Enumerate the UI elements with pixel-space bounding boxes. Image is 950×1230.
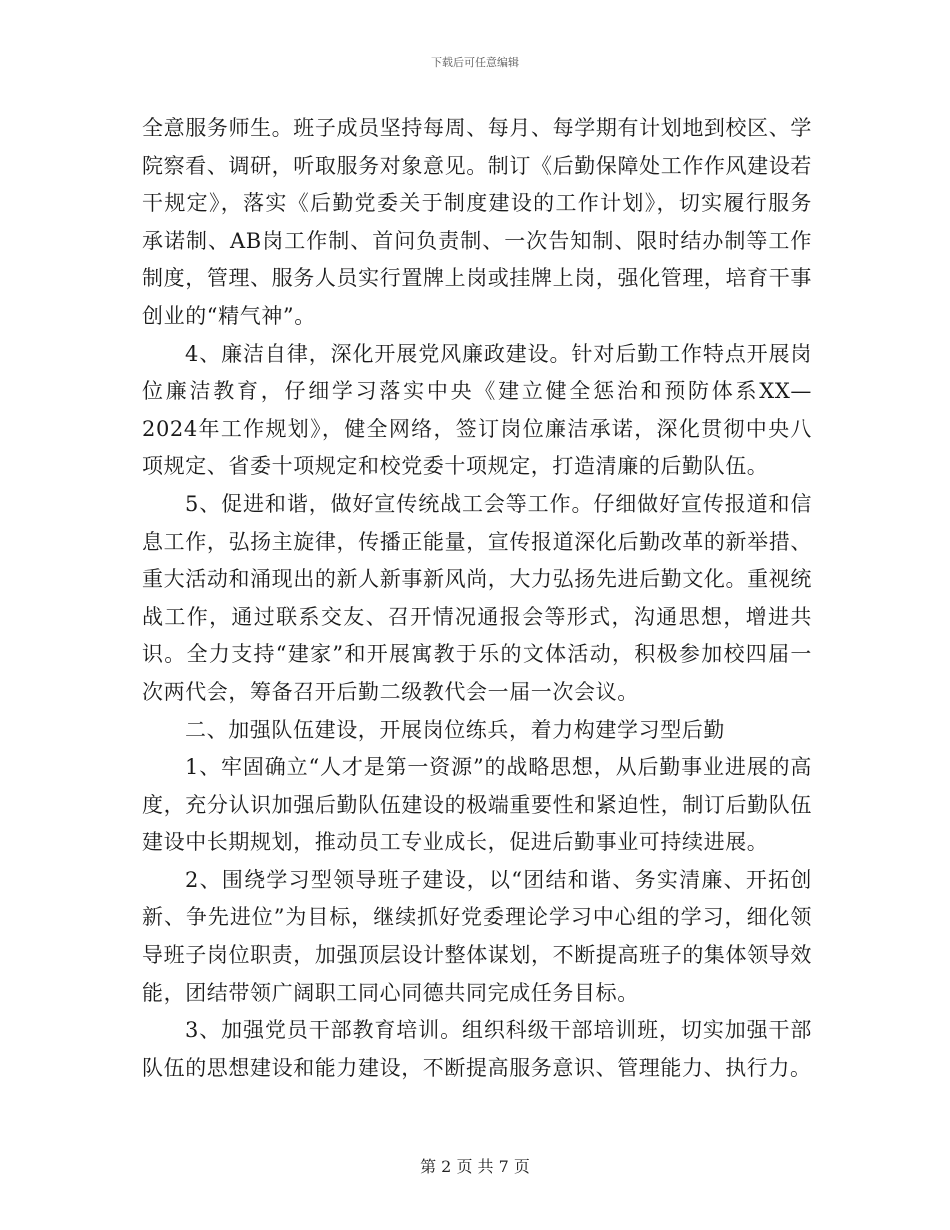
paragraph-section2-item-3: 3、加强党员干部教育培训。组织科级干部培训班，切实加强干部队伍的思想建设和能力建设，不断提高服务意识、管理能力、执行力。 — [142, 1018, 812, 1080]
paragraph-section2-item-1: 1、牢固确立“人才是第一资源”的战略思想，从后勤事业进展的高度，充分认识加强后勤队伍建设的极端重要性和紧迫性，制订后勤队伍建设中长期规划，推动员工专业成长，促进后勤事业可持续进展。 — [142, 755, 812, 855]
page-number-footer: 第 2 页 共 7 页 — [420, 1157, 530, 1176]
paragraph-item-5: 5、促进和谐，做好宣传统战工会等工作。仔细做好宣传报道和信息工作，弘扬主旋律，传播正能量，宣传报道深化后勤改革的新举措、重大活动和涌现出的新人新事新风尚，大力弘扬先进后勤文化。重视统战工作，通过联系交友、召开情况通报会等形式，沟通思想，增进共识。全力支持“建家”和开展寓教于乐的文体活动，积极参加校四届一次两代会，筹备召开后勤二级教代会一届一次会议。 — [142, 491, 812, 704]
paragraph-section2-item-2: 2、围绕学习型领导班子建设，以“团结和谐、务实清廉、开拓创新、争先进位”为目标，继续抓好党委理论学习中心组的学习，细化领导班子岗位职责，加强顶层设计整体谋划，不断提高班子的集体领导效能，团结带领广阔职工同心同德共同完成任务目标。 — [142, 867, 812, 1005]
paragraph-continuation: 全意服务师生。班子成员坚持每周、每月、每学期有计划地到校区、学院察看、调研，听取服务对象意见。制订《后勤保障处工作作风建设若干规定》，落实《后勤党委关于制度建设的工作计划》，切实履行服务承诺制、AB岗工作制、首问负责制、一次告知制、限时结办制等工作制度，管理、服务人员实行置牌上岗或挂牌上岗，强化管理，培育干事创业的“精气神”。 — [142, 116, 812, 328]
section-heading-2: 二、加强队伍建设，开展岗位练兵，着力构建学习型后勤 — [185, 717, 725, 742]
document-body — [142, 110, 812, 1087]
page-header: 下载后可任意编辑 — [431, 56, 519, 69]
paragraph-item-4: 4、廉洁自律，深化开展党风廉政建设。针对后勤工作特点开展岗位廉洁教育，仔细学习落实中央《建立健全惩治和预防体系XX—2024年工作规划》，健全网络，签订岗位廉洁承诺，深化贯彻中央八项规定、省委十项规定和校党委十项规定，打造清廉的后勤队伍。 — [142, 341, 812, 479]
